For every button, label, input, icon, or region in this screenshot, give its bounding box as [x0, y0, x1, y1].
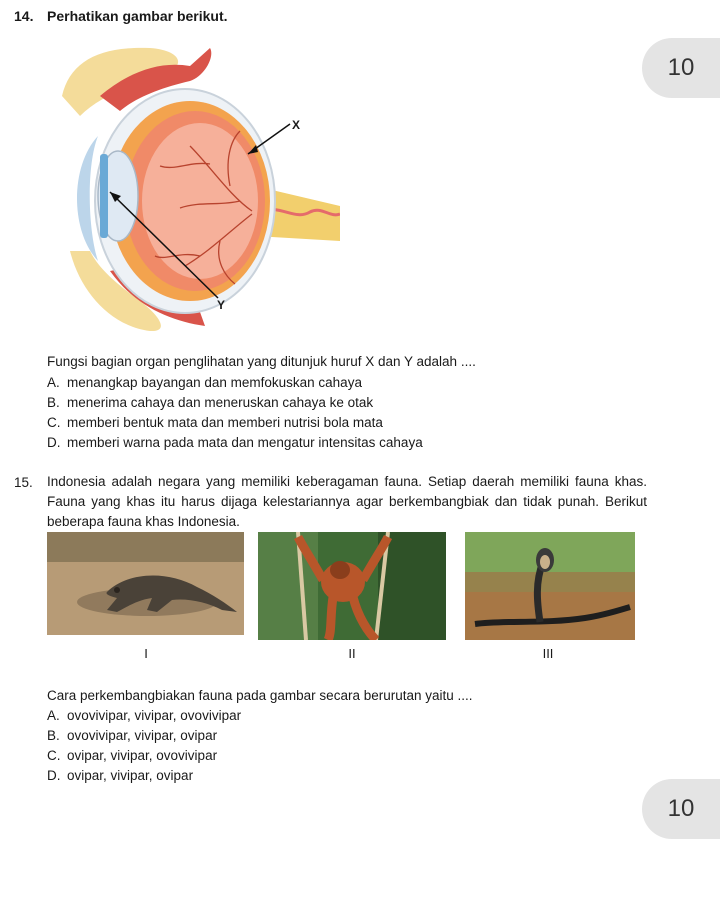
- photo-komodo: [47, 532, 244, 635]
- q14-option-b-text: menerima cahaya dan meneruskan cahaya ke otak: [67, 395, 374, 410]
- q15-option-a-letter: A.: [47, 708, 60, 723]
- q14-option-d-text: memberi warna pada mata dan mengatur intensitas cahaya: [67, 435, 423, 450]
- q15-option-a[interactable]: [47, 707, 241, 725]
- eye-anatomy-diagram: [40, 36, 340, 336]
- iris: [100, 154, 108, 238]
- q14-option-b[interactable]: [47, 394, 373, 412]
- q14-option-c-text: memberi bentuk mata dan memberi nutrisi bola mata: [67, 415, 383, 430]
- q15-option-c[interactable]: [47, 747, 217, 765]
- question-14-number: 14.: [14, 8, 34, 24]
- score-badge-bottom: 10: [642, 779, 720, 839]
- q15-option-d-letter: D.: [47, 768, 61, 783]
- photo-orangutan: [258, 532, 446, 640]
- question-14-stem: Fungsi bagian organ penglihatan yang ditunjuk huruf X dan Y adalah ....: [47, 354, 476, 369]
- label-photo-iii: III: [542, 646, 554, 661]
- q15-option-c-letter: C.: [47, 748, 61, 763]
- q14-option-c-letter: C.: [47, 415, 61, 430]
- q15-option-b-letter: B.: [47, 728, 60, 743]
- q14-option-b-letter: B.: [47, 395, 60, 410]
- q15-option-a-text: ovovivipar, vivipar, ovovivipar: [67, 708, 242, 723]
- q15-option-d[interactable]: [47, 767, 193, 785]
- q14-option-a-text: menangkap bayangan dan memfokuskan cahaya: [67, 375, 362, 390]
- question-15-number: 15.: [14, 475, 33, 490]
- question-14-title: Perhatikan gambar berikut.: [47, 8, 228, 24]
- label-photo-i: I: [144, 646, 148, 661]
- q15-option-b-text: ovovivipar, vivipar, ovipar: [67, 728, 218, 743]
- score-badge-top: 10: [642, 38, 720, 98]
- question-15-stem: Cara perkembangbiakan fauna pada gambar secara berurutan yaitu ....: [47, 688, 473, 703]
- q14-option-d-letter: D.: [47, 435, 61, 450]
- q15-option-c-text: ovipar, vivipar, ovovivipar: [67, 748, 218, 763]
- q15-option-b[interactable]: [47, 727, 217, 745]
- q14-option-a[interactable]: [47, 374, 362, 392]
- photo-cobra: [465, 532, 635, 640]
- q14-option-a-letter: A.: [47, 375, 60, 390]
- label-y: Y: [217, 298, 226, 312]
- q15-option-d-text: ovipar, vivipar, ovipar: [67, 768, 194, 783]
- q14-option-c[interactable]: [47, 414, 383, 432]
- q14-option-d[interactable]: [47, 434, 423, 452]
- question-15-paragraph: Indonesia adalah negara yang memiliki keberagaman fauna. Setiap daerah memiliki fauna khas. Fauna yang khas itu harus dijaga kelestariannya agar berkembangbiak dan tidak punah. Berikut beberapa fauna khas Indonesia.: [47, 474, 647, 529]
- label-photo-ii: II: [348, 646, 356, 661]
- label-x: X: [292, 118, 301, 132]
